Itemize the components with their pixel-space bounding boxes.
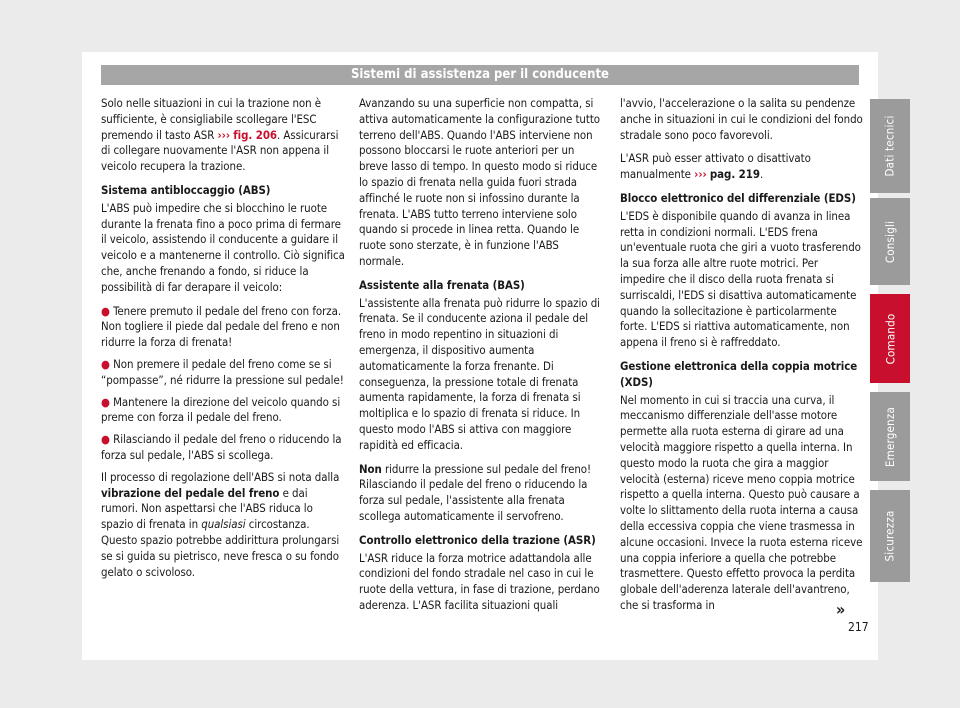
- bullet-icon: ●: [101, 432, 110, 447]
- paragraph: [101, 96, 347, 175]
- tab-comando[interactable]: [870, 294, 910, 383]
- column-1: [101, 96, 347, 588]
- subheading-asr: Controllo elettronico della trazione (ASR): [359, 532, 596, 547]
- list-item: [101, 304, 347, 351]
- paragraph: L'EDS è disponibile quando di avanza in linea retta in condizioni normali. L'EDS frena un'eventuale ruota che giri a vuoto trasferendo la sua forza alle altre ruote motrici. Per impedire che il disco della ruota frenata si surriscaldi, l'EDS si disattiva automaticamente quando la sollecitazione è particolarmente forte. L'EDS si riattiva automaticamente, non appena il freno si è raffreddato.: [620, 208, 861, 350]
- paragraph: L'ABS può impedire che si blocchino le ruote durante la frenata fino a poco prima di fermare il veicolo, assistendo il conducente a guidare il veicolo e a mantenerne il controllo. Ciò significa che, anche frenando a fondo, si riduce la possibilità di far derapare il veicolo:: [101, 200, 345, 294]
- subheading-bas: Assistente alla frenata (BAS): [359, 277, 525, 292]
- column-2: [359, 96, 605, 622]
- italic-text: qualsiasi: [201, 517, 246, 532]
- list-item-text: Rilasciando il pedale del freno o riducendo la forza sul pedale, l'ABS si scollega.: [101, 432, 342, 462]
- text: e dai rumori. Non aspettarsi che l'ABS riduca lo spazio di frenata in: [101, 485, 313, 532]
- side-tabs: [870, 0, 910, 708]
- tab-label: Consigli: [883, 220, 897, 263]
- text: Solo nelle situazioni in cui la trazione non è sufficiente, è consigliabile scollegare l'ESC premendo il tasto ASR: [101, 96, 322, 142]
- list-item-text: Non premere il pedale del freno come se si “pompasse”, né ridurre la pressione sul pedale!: [101, 356, 344, 387]
- subheading-xds: Gestione elettronica della coppia motrice (XDS): [620, 358, 858, 389]
- bullet-icon: ●: [101, 303, 110, 318]
- list-item-text: Tenere premuto il pedale del freno con forza. Non togliere il piede dal pedale del freno e non ridurre la forza di frenata!: [101, 303, 342, 350]
- section-header: Sistemi di assistenza per il conducente: [101, 65, 859, 85]
- list-item-text: Mantenere la direzione del veicolo quando si preme con forza il pedale del freno.: [101, 394, 341, 425]
- paragraph: [101, 470, 347, 581]
- tab-sicurezza[interactable]: [870, 490, 910, 582]
- paragraph: [359, 462, 605, 525]
- column-3: [620, 96, 866, 622]
- paragraph: l'avvio, l'accelerazione o la salita su pendenze anche in situazioni in cui le condizioni del fondo stradale sono poco favorevoli.: [620, 96, 863, 142]
- paragraph: Nel momento in cui si traccia una curva, il meccanismo differenziale dell'asse motore permette alla ruota esterna di girare ad una velocità maggiore rispetto a quella interna. In questo modo la ruota che gira a maggior velocità (esterna) riceve meno coppia motrice rispetto a quella interna. Questo può causare a volte lo slittamento della ruota interna a causa della eccessiva coppia che viene trasmessa in alcune occasioni. Invece la ruota esterna riceve una coppia inferiore a quella che potrebbe trasmettere. Questo effetto provoca la perdita globale dell'aderenza laterale dell'avantreno, che si trasforma in: [620, 392, 863, 612]
- tab-label: Sicurezza: [883, 510, 897, 562]
- tab-dati-tecnici[interactable]: [870, 99, 910, 193]
- cross-reference-arrow-icon: ›››: [694, 167, 707, 182]
- continue-arrow-icon: »: [836, 600, 846, 619]
- text: . Assicurarsi di collegare nuovamente l'ASR non appena il veicolo recupera la trazione.: [101, 127, 339, 174]
- paragraph: L'assistente alla frenata può ridurre lo spazio di frenata. Se il conducente aziona il pedale del freno in modo repentino in situazioni di emergenza, il dispositivo aumenta automaticamente la forza frenante. Di conseguenza, la pressione totale di frenata aumenta rapidamente, la forza di frenata si moltiplica e lo spazio di frenata si riduce. In questo modo l'ABS si attiva con maggiore rapidità ed efficacia.: [359, 295, 600, 452]
- list-item: [101, 432, 347, 464]
- subheading-eds: Blocco elettronico del differenziale (EDS): [620, 190, 856, 205]
- tab-label: Comando: [883, 313, 897, 364]
- bullet-icon: ●: [101, 356, 110, 371]
- text: .: [759, 167, 764, 182]
- text: L'ASR può esser attivato o disattivato manualmente: [620, 151, 811, 182]
- paragraph: Avanzando su una superficie non compatta, si attiva automaticamente la configurazione tutto terreno dell'ABS. Quando l'ABS interviene non possono bloccarsi le ruote anteriori per un breve lasso di tempo. In questo modo si riduce lo spazio di frenata nella guida fuori strada affinché le ruote non si infossino durante la frenata. L'ABS tutto terreno interviene solo quando si procede in linea retta. Quando le ruote sono sterzate, è in funzione l'ABS normale.: [359, 96, 601, 268]
- text: circostanza. Questo spazio potrebbe addirittura prolungarsi se si guida su pietrisco, neve fresca o su fondo gelato o scivoloso.: [101, 517, 340, 579]
- figure-reference-link[interactable]: fig. 206: [233, 127, 277, 142]
- tab-emergenza[interactable]: [870, 392, 910, 481]
- page-reference-link[interactable]: pag. 219: [709, 167, 760, 182]
- list-item: [101, 357, 347, 389]
- paragraph: [620, 151, 866, 183]
- tab-label: Emergenza: [883, 406, 898, 467]
- text: Il processo di regolazione dell'ABS si nota dalla: [101, 469, 340, 484]
- cross-reference-arrow-icon: ›››: [217, 127, 231, 142]
- tab-label: Dati tecnici: [883, 115, 897, 177]
- tab-consigli[interactable]: [870, 198, 910, 285]
- page-number: 217: [848, 620, 869, 634]
- emphasis-text: vibrazione del pedale del freno: [101, 485, 280, 500]
- list-item: [101, 395, 347, 427]
- emphasis-text: Non: [359, 461, 382, 476]
- subheading-abs: Sistema antibloccaggio (ABS): [101, 182, 271, 197]
- paragraph: L'ASR riduce la forza motrice adattandola alle condizioni del fondo stradale nel caso in cui le ruote della vettura, in fase di trazione, perdano aderenza. L'ASR facilita situazioni quali: [359, 550, 600, 612]
- bullet-icon: ●: [101, 394, 110, 409]
- text: ridurre la pressione sul pedale del freno! Rilasciando il pedale del freno o riducendo la forza sul pedale, l'assistente alla frenata scollega automaticamente il servofreno.: [359, 461, 592, 523]
